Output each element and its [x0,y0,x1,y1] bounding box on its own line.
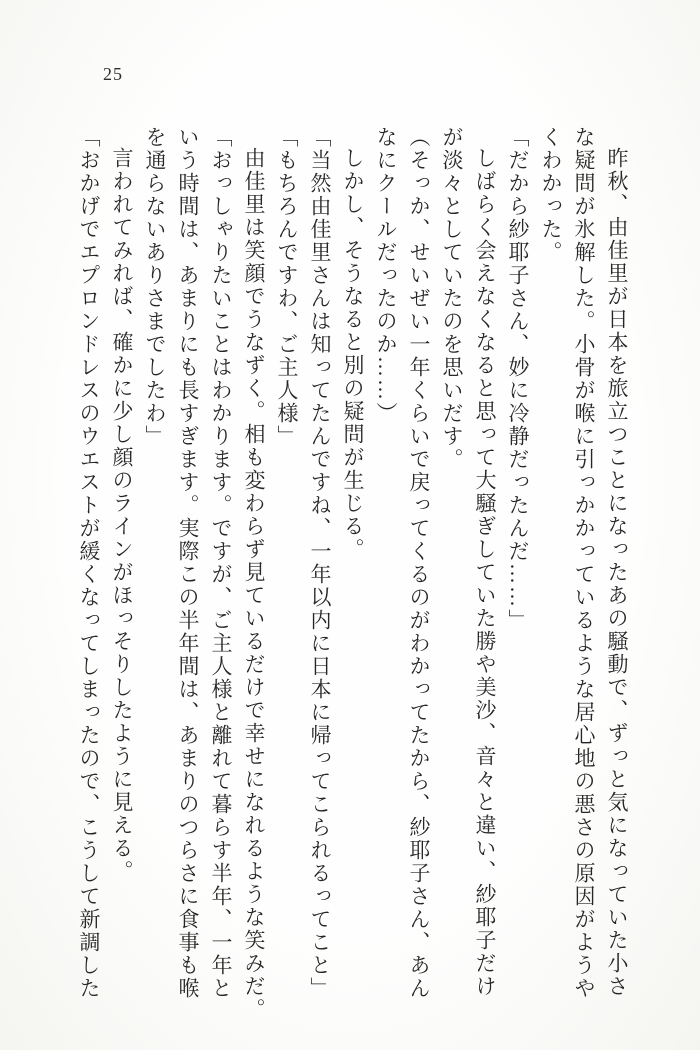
text-column: 言われてみれば、確かに少し顔のラインがほっそりしたように見える。 [110,147,134,883]
text-column: くわかった。 [539,126,563,264]
text-column: 「もちろんですわ、ご主人様」 [275,126,299,448]
text-column: が淡々としていたのを思いだす。 [440,126,464,471]
text-column: 「おかげでエプロンドレスのウエストが緩くなってしまったので、こうして新調した [77,126,101,1000]
text-column: いう時間は、あまりにも長すぎます。実際この半年間は、あまりのつらさに食事も喉 [176,126,200,1000]
text-column: 「おっしゃりたいことはわかります。ですが、ご主人様と離れて暮らす半年、一年と [209,126,233,1000]
text-columns [72,126,633,1021]
page-number: 25 [103,64,123,84]
text-column: を通らないありさまでしたわ」 [143,126,167,448]
text-column: （そっか、せいぜい一年くらいで戻ってくるのがわかってたから、紗耶子さん、あん [407,126,431,1000]
text-column: 「だから紗耶子さん、妙に冷静だったんだ……」 [506,126,530,632]
text-column: なにクールだったのか……） [374,126,398,425]
text-column: 昨秋、由佳里が日本を旅立つことになったあの騒動で、ずっと気になっていた小さ [605,147,629,998]
text-column: な疑問が氷解した。小骨が喉に引っかかっているような居心地の悪さの原因がようや [572,126,596,1000]
text-column: 由佳里は笑顔でうなずく。相も変わらず見ているだけで幸せになれるような笑みだ。 [242,147,266,1021]
text-column: 「当然由佳里さんは知ってたんですね、一年以内に日本に帰ってこられるってこと」 [308,126,332,1000]
text-column: しばらく会えなくなると思って大騒ぎしていた勝や美沙、音々と違い、紗耶子だけ [473,147,497,998]
text-column: しかし、そうなると別の疑問が生じる。 [341,147,365,561]
